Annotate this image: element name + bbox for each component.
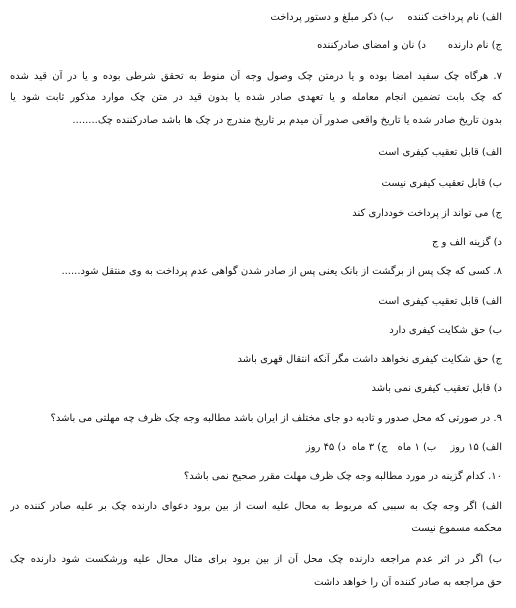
q9-option-c: ج) ۳ ماه <box>351 442 388 453</box>
q6-option-a: الف) نام پرداخت کننده <box>407 12 502 23</box>
q9-option-a: الف) ۱۵ روز <box>450 442 502 453</box>
q7-question-line-1: ۷. هرگاه چک سفید امضا بوده و یا درمتن چک وصول وجه آن منوط به تحقق شرطی بوده و یا در آن قید شده <box>10 71 502 82</box>
q6-option-c: ج) نام دارنده <box>447 40 502 51</box>
q10-question: ۱۰. کدام گزینه در مورد مطالبه وجه چک ظرف مهلت مقرر صحیح نمی باشد؟ <box>183 471 502 482</box>
q6-options-row-1 <box>10 11 502 25</box>
q10-option-a-line-2: محکمه مسموع نیست <box>411 523 502 534</box>
q7-option-d: د) گزینه الف و ج <box>432 237 502 248</box>
q9-option-d: د) ۴۵ روز <box>305 442 346 453</box>
q7-option-c: ج) می تواند از پرداخت خودداری کند <box>352 208 502 219</box>
q9-options-row <box>10 441 502 455</box>
q9-option-b: ب) ۱ ماه <box>397 442 437 453</box>
q10-option-a-line-1: الف) اگر وجه چک به سببی که مربوط به محال علیه است از بین برود دعوای دارنده چک بر علیه صادر کننده در <box>10 501 502 512</box>
q6-options-row-2 <box>10 39 502 53</box>
q8-question: ۸. کسی که چک پس از برگشت از بانک یعنی پس از صادر شدن گواهی عدم پرداخت به وی منتقل شود...... <box>61 266 502 277</box>
q8-option-b: ب) حق شکایت کیفری دارد <box>389 325 502 336</box>
q10-option-b-line-1: ب) اگر در اثر عدم مراجعه دارنده چک محل آن از بین برود برای مثال محال علیه ورشکست شود دارنده چک <box>10 554 502 565</box>
q6-option-d: د) نان و امضای صادرکننده <box>317 40 426 51</box>
q7-option-a: الف) قابل تعقیب کیفری است <box>378 147 502 158</box>
q7-question-line-3: بدون تاریخ صادر شده یا تاریخ واقعی صدور آن میدم بر تاریخ مندرج در چک ها باشد صادرکننده چک........ <box>72 115 502 126</box>
q9-question: ۹. در صورتی که محل صدور و تادیه دو جای مختلف از ایران باشد مطالبه وجه چک ظرف چه مهلتی می باشد؟ <box>50 413 502 424</box>
q6-option-b: ب) ذکر مبلغ و دستور پرداخت <box>270 12 394 23</box>
q8-option-c: ج) حق شکایت کیفری نخواهد داشت مگر آنکه انتقال قهری باشد <box>237 354 502 365</box>
q10-option-b-line-2: حق مراجعه به صادر کننده آن را خواهد داشت <box>313 577 502 588</box>
q8-option-d: د) قابل تعقیب کیفری نمی باشد <box>371 383 502 394</box>
q7-option-b: ب) قابل تعقیب کیفری نیست <box>381 178 502 189</box>
q8-option-a: الف) قابل تعقیب کیفری است <box>378 296 502 307</box>
q7-question-line-2: که چک بابت تضمین انجام معامله و یا تعهدی صادر شده یا بدون قید در متن چک موارد مذکور ثابت شود یا <box>10 92 502 103</box>
